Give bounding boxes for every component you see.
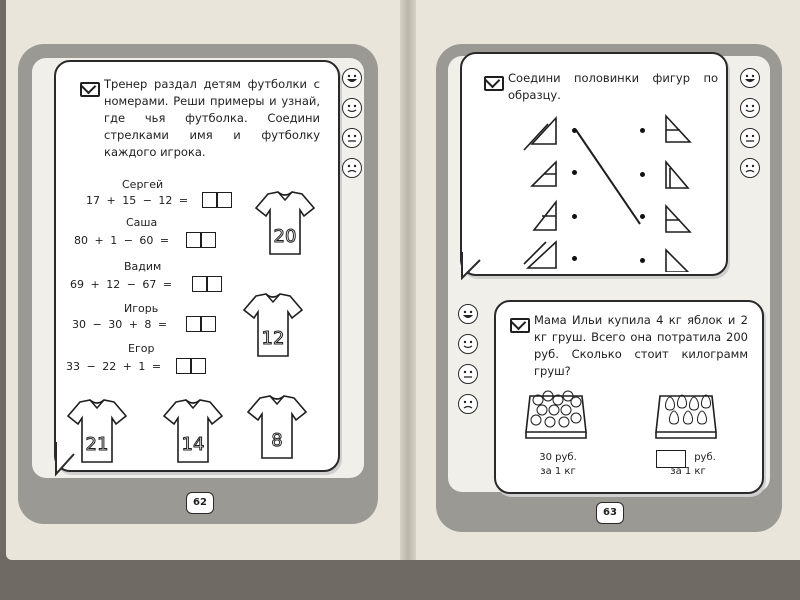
laughing-face-icon[interactable]	[458, 304, 478, 324]
connect-dot[interactable]	[572, 256, 577, 261]
connect-dot[interactable]	[640, 128, 645, 133]
laughing-face-icon[interactable]	[740, 68, 760, 88]
page-number: 63	[596, 502, 624, 524]
sad-face-icon[interactable]	[458, 394, 478, 414]
task-text-shapes: Соедини половинки фигур по образцу.	[508, 71, 718, 102]
envelope-icon	[510, 318, 530, 333]
tshirt-icon	[66, 398, 128, 466]
connect-dot[interactable]	[640, 172, 645, 177]
answer-box[interactable]	[176, 358, 206, 374]
apple-crate-icon	[524, 382, 588, 442]
rating-faces	[458, 304, 478, 424]
tshirt-icon	[242, 292, 304, 360]
sad-face-icon[interactable]	[740, 158, 760, 178]
laughing-face-icon[interactable]	[342, 68, 362, 88]
player-name: Игорь	[124, 302, 159, 315]
connect-dot[interactable]	[572, 170, 577, 175]
player-name: Вадим	[124, 260, 162, 273]
shirt-number: 21	[85, 434, 109, 455]
connect-dot[interactable]	[572, 214, 577, 219]
player-name: Саша	[126, 216, 158, 229]
math-expression: 30 − 30 + 8 =	[72, 318, 168, 331]
apple-price-unit: за 1 кг	[540, 466, 576, 477]
shirt-number: 14	[181, 434, 205, 455]
pear-price-currency: руб.	[694, 452, 716, 463]
speech-tail	[458, 250, 488, 284]
sad-face-icon[interactable]	[342, 158, 362, 178]
smiling-face-icon[interactable]	[740, 98, 760, 118]
tshirt-icon	[162, 398, 224, 466]
math-expression: 17 + 15 − 12 =	[86, 194, 189, 207]
math-expression: 33 − 22 + 1 =	[66, 360, 162, 373]
smiling-face-icon[interactable]	[342, 98, 362, 118]
shirt-number: 20	[273, 226, 297, 247]
tshirt-icon	[246, 394, 308, 462]
envelope-icon	[484, 76, 504, 91]
math-expression: 80 + 1 − 60 =	[74, 234, 170, 247]
player-name: Егор	[128, 342, 155, 355]
connect-dot[interactable]	[640, 214, 645, 219]
book-spine	[400, 0, 416, 560]
page-number: 62	[186, 492, 214, 514]
answer-box[interactable]	[186, 316, 216, 332]
neutral-face-icon[interactable]	[740, 128, 760, 148]
answer-box[interactable]	[192, 276, 222, 292]
task-text-shirts: Тренер раздал детям футболки с номерами. Реши примеры и узнай, где чья футболка. Соедини стрелками имя и футболку каждого игрока.	[104, 77, 320, 159]
neutral-face-icon[interactable]	[342, 128, 362, 148]
neutral-face-icon[interactable]	[458, 364, 478, 384]
shirt-number: 12	[261, 328, 285, 349]
answer-box[interactable]	[202, 192, 232, 208]
connect-dot[interactable]	[640, 258, 645, 263]
apple-price: 30 руб.	[539, 452, 577, 463]
player-name: Сергей	[122, 178, 164, 191]
pear-crate-icon	[654, 382, 718, 442]
rating-faces	[342, 68, 362, 188]
smiling-face-icon[interactable]	[458, 334, 478, 354]
answer-box[interactable]	[186, 232, 216, 248]
pear-price-unit: за 1 кг	[670, 466, 706, 477]
connect-dot[interactable]	[572, 128, 577, 133]
rating-faces	[740, 68, 760, 188]
task-text-fruit: Мама Ильи купила 4 кг яблок и 2 кг груш. Всего она потратила 200 руб. Сколько стоит килограмм груш?	[534, 313, 748, 378]
envelope-icon	[80, 82, 100, 97]
math-expression: 69 + 12 − 67 =	[70, 278, 173, 291]
shape-halves-exercise	[520, 112, 700, 272]
shirt-number: 8	[271, 430, 283, 451]
tshirt-icon	[254, 190, 316, 258]
